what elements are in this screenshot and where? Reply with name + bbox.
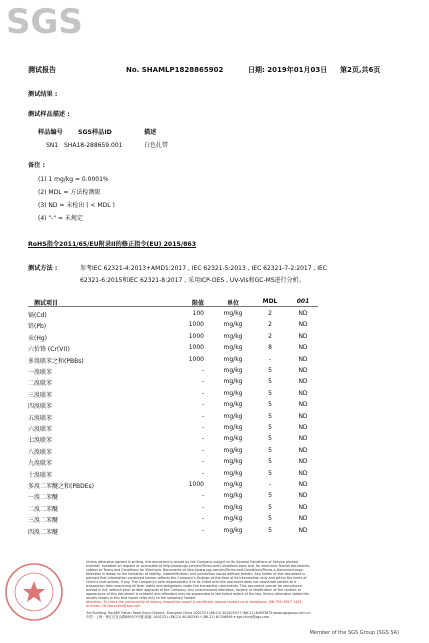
row-item: 铅(Pb) [28, 323, 47, 331]
row-unit: mg/kg [223, 310, 243, 317]
row-result: ND [298, 367, 308, 374]
row-limit: - [201, 412, 204, 420]
footer-line: transaction from exercising all their rights and obligations under the transaction documents. This document cannot be reproduced [86, 584, 302, 588]
row-result: ND [298, 435, 308, 443]
col-unit: 单位 [226, 300, 239, 307]
row-item: 七溴联苯 [28, 437, 53, 445]
footer-line: advised that information contained hereon reflects the Company's findings at the time of its intervention only and within the limits of [86, 576, 307, 580]
row-unit: mg/kg [223, 344, 243, 352]
table-row [28, 310, 408, 320]
row-result: ND [298, 492, 308, 500]
footer-line: 中国 · 上海 · 徐汇区宜山路889号3号楼 邮编: 200233 t (86-21) 61402594 f (86-21) 61156899 e sgs.china@sgs.com [86, 615, 270, 619]
row-unit: mg/kg [223, 321, 243, 329]
row-mdl: 5 [268, 458, 272, 466]
col-mdl: MDL [262, 298, 278, 305]
sample-col-desc: 描述 [144, 129, 157, 136]
row-result: ND [298, 424, 308, 431]
row-unit: mg/kg [223, 401, 243, 409]
table-row [28, 481, 408, 491]
row-limit: - [201, 458, 204, 466]
row-mdl: 2 [268, 332, 272, 340]
footer-line: 3rd Building, No.889 Yishan Road Xuhui District, Shanghai China 200233 t (86-21) 61402553 f (86-21) 64953679 www.sgsgroup.com.cn [86, 611, 311, 615]
table-row [28, 527, 408, 537]
row-unit: mg/kg [223, 367, 243, 374]
footer-line: results shown in this test report refer only to the sample(s) tested. [86, 596, 196, 600]
row-unit: mg/kg [223, 412, 243, 420]
footer-line: or email: CN.Doccheck@sgs.com [86, 604, 141, 608]
footer-line: Attention: To check the authenticity of testing /inspection report & certificate, please contact us at telephone: (86-755) 8307 1443, [86, 600, 303, 604]
sample-no-value: SN1 [46, 142, 59, 149]
row-mdl: 5 [268, 492, 272, 500]
row-limit: 1000 [188, 332, 204, 340]
row-result: ND [298, 412, 308, 420]
row-unit: mg/kg [223, 389, 243, 397]
row-limit: - [201, 367, 204, 374]
row-mdl: 2 [268, 310, 272, 317]
row-limit: - [201, 435, 204, 443]
table-row [28, 413, 408, 423]
row-limit: 1000 [188, 355, 204, 363]
sample-id-value: SHA18-288659.001 [64, 142, 123, 149]
note-1: (1) 1 mg/kg = 0.0001% [38, 176, 109, 183]
row-result: ND [298, 401, 308, 409]
row-mdl: 8 [268, 344, 272, 352]
table-row [28, 424, 408, 434]
table-row [28, 321, 408, 331]
footer-line: subject to Terms and Conditions for Electronic Documents at http://www.sgs.com/en/Terms-and-Conditions/Terms-e-Document.aspx. [86, 568, 304, 572]
col-limit: 限值 [191, 300, 204, 307]
row-mdl: 5 [268, 435, 272, 443]
test-results-heading: 测试结果 : [28, 91, 58, 98]
rohs-heading: RoHS指令2011/65/EU附录II的修正指令(EU) 2015/863 [28, 241, 197, 248]
footer-disclaimer [86, 560, 418, 619]
row-item: 四溴二苯醚 [28, 528, 59, 536]
row-limit: 1000 [188, 481, 204, 488]
row-unit: mg/kg [223, 503, 243, 511]
row-mdl: 5 [268, 424, 272, 431]
row-item: 六价铬 (Cr(VI)) [28, 346, 70, 354]
report-title: 测试报告 [28, 66, 56, 74]
row-result: ND [298, 332, 308, 340]
table-row [28, 458, 408, 468]
footer-line: Client's instructions, if any. The Company's sole responsibility is to its Client and this document does not exonerate parties to a [86, 580, 297, 584]
row-limit: - [201, 446, 204, 454]
row-unit: mg/kg [223, 446, 243, 454]
notes-heading: 备注 : [28, 162, 46, 169]
row-item: 三溴联苯 [28, 391, 53, 399]
sample-col-no: 样品编号 [38, 129, 63, 136]
row-unit: mg/kg [223, 492, 243, 500]
row-unit: mg/kg [223, 458, 243, 466]
row-item: 一溴联苯 [28, 369, 53, 376]
sample-col-id: SGS样品ID [78, 129, 112, 136]
method-line-1: 参考IEC 62321-4:2013+AMD1:2017 , IEC 62321-5:2013 , IEC 62321-7-2:2017 , IEC [80, 265, 327, 272]
row-limit: - [201, 378, 204, 386]
note-4: (4) "-" = 未规定 [38, 215, 83, 222]
row-mdl: 5 [268, 389, 272, 397]
row-result: ND [298, 458, 308, 466]
footer-line: Unless otherwise agreed in writing, this document is issued by the Company subject to its General Conditions of Service printed [86, 560, 298, 564]
row-mdl: 5 [268, 515, 272, 523]
row-result: ND [298, 321, 308, 329]
method-line-2: 62321-6:2015和IEC 62321-8:2017 , 采用ICP-OES , UV-Vis和GC-MS进行分析。 [80, 277, 305, 284]
row-result: ND [298, 503, 308, 511]
row-item: 多溴联苯之和(PBBs) [28, 357, 84, 365]
row-mdl: 5 [268, 446, 272, 454]
row-item: 三溴二苯醚 [28, 517, 59, 525]
row-mdl: 5 [268, 401, 272, 409]
row-result: ND [298, 344, 308, 352]
inspection-seal-stamp [2, 560, 66, 624]
sample-description-heading: 测试样品描述 : [28, 111, 70, 118]
row-item: 十溴联苯 [28, 471, 53, 479]
row-item: 九溴联苯 [28, 460, 53, 468]
row-unit: mg/kg [223, 526, 243, 534]
row-item: 二溴二苯醚 [28, 505, 59, 513]
row-mdl: 5 [268, 469, 272, 477]
row-limit: - [201, 515, 204, 523]
row-item: 五溴联苯 [28, 414, 53, 422]
row-result: ND [298, 389, 308, 397]
table-row [28, 378, 408, 388]
footer-line: except in full, without prior written approval of the Company. Any unauthorized alteration, forgery or falsification of the content or [86, 588, 302, 592]
row-unit: mg/kg [223, 424, 243, 431]
sgs-logo [4, 2, 92, 38]
table-row [28, 401, 408, 411]
method-label: 测试方法 : [28, 265, 58, 272]
row-limit: - [201, 424, 204, 431]
row-limit: - [201, 389, 204, 397]
row-unit: mg/kg [223, 435, 243, 443]
sample-desc-value: 白色扎带 [144, 142, 169, 149]
row-mdl: 5 [268, 526, 272, 534]
row-unit: mg/kg [223, 515, 243, 523]
row-item: 多溴二苯醚之和(PBDEs) [28, 483, 94, 490]
row-result: ND [298, 526, 308, 534]
row-limit: - [201, 503, 204, 511]
table-row [28, 390, 408, 400]
table-row [28, 344, 408, 354]
footer-line: appearance of this document is unlawful and offenders may be prosecuted to the fullest extent of the law. Unless otherwise stated the [86, 592, 309, 596]
table-row [28, 333, 408, 343]
footer-line: Attention is drawn to the limitation of liability, indemnification and jurisdiction issues defined therein. Any holder of this document is [86, 572, 306, 576]
row-limit: - [201, 492, 204, 500]
row-result: ND [298, 378, 308, 386]
sgs-logo-text: SGS [6, 2, 83, 38]
row-mdl: - [268, 355, 272, 363]
row-mdl: 5 [268, 503, 272, 511]
row-result: ND [298, 469, 308, 477]
row-item: 八溴联苯 [28, 448, 53, 456]
row-mdl: 5 [268, 367, 272, 374]
row-item: 四溴联苯 [28, 403, 53, 411]
table-row [28, 504, 408, 514]
table-row [28, 515, 408, 525]
table-row [28, 367, 408, 377]
row-item: 镉(Cd) [28, 312, 47, 319]
row-item: 一溴二苯醚 [28, 494, 59, 502]
col-item: 测试项目 [34, 300, 59, 307]
table-row [28, 492, 408, 502]
table-row [28, 447, 408, 457]
row-result: ND [298, 446, 308, 454]
row-limit: 1000 [188, 321, 204, 329]
table-row [28, 470, 408, 480]
row-result: ND [298, 355, 308, 363]
row-unit: mg/kg [223, 332, 243, 340]
row-item: 六溴联苯 [28, 426, 53, 433]
row-result: ND [298, 310, 308, 317]
row-result: ND [298, 515, 308, 523]
member-note: Member of the SGS Group (SGS SA) [309, 630, 399, 636]
note-3: (3) ND = 未检出 ( < MDL ) [38, 202, 115, 209]
report-date: 日期: 2019年01月03日 [248, 66, 328, 74]
row-mdl: 5 [268, 378, 272, 386]
row-mdl: 5 [268, 412, 272, 420]
header-rule [28, 306, 318, 307]
report-number: No. SHAMLP1828865902 [126, 66, 224, 74]
row-limit: 1000 [188, 344, 204, 352]
row-limit: - [201, 401, 204, 409]
col-result: 001 [296, 298, 310, 305]
table-row [28, 435, 408, 445]
footer-line: overleaf, available on request or accessible at http://www.sgs.com/en/Terms-and-Conditions.aspx and, for electronic format documents, [86, 564, 311, 568]
row-limit: - [201, 526, 204, 534]
row-limit: - [201, 469, 204, 477]
row-mdl: - [268, 481, 272, 488]
row-item: 汞(Hg) [28, 334, 48, 342]
page-number: 第2页,共6页 [340, 66, 381, 74]
row-limit: 100 [192, 310, 204, 317]
row-unit: mg/kg [223, 378, 243, 386]
row-unit: mg/kg [223, 481, 243, 488]
row-unit: mg/kg [223, 355, 243, 363]
note-2: (2) MDL = 方法检测限 [38, 189, 101, 196]
row-item: 二溴联苯 [28, 380, 53, 388]
row-mdl: 2 [268, 321, 272, 329]
row-unit: mg/kg [223, 469, 243, 477]
row-result: ND [298, 481, 308, 488]
table-row [28, 356, 408, 366]
